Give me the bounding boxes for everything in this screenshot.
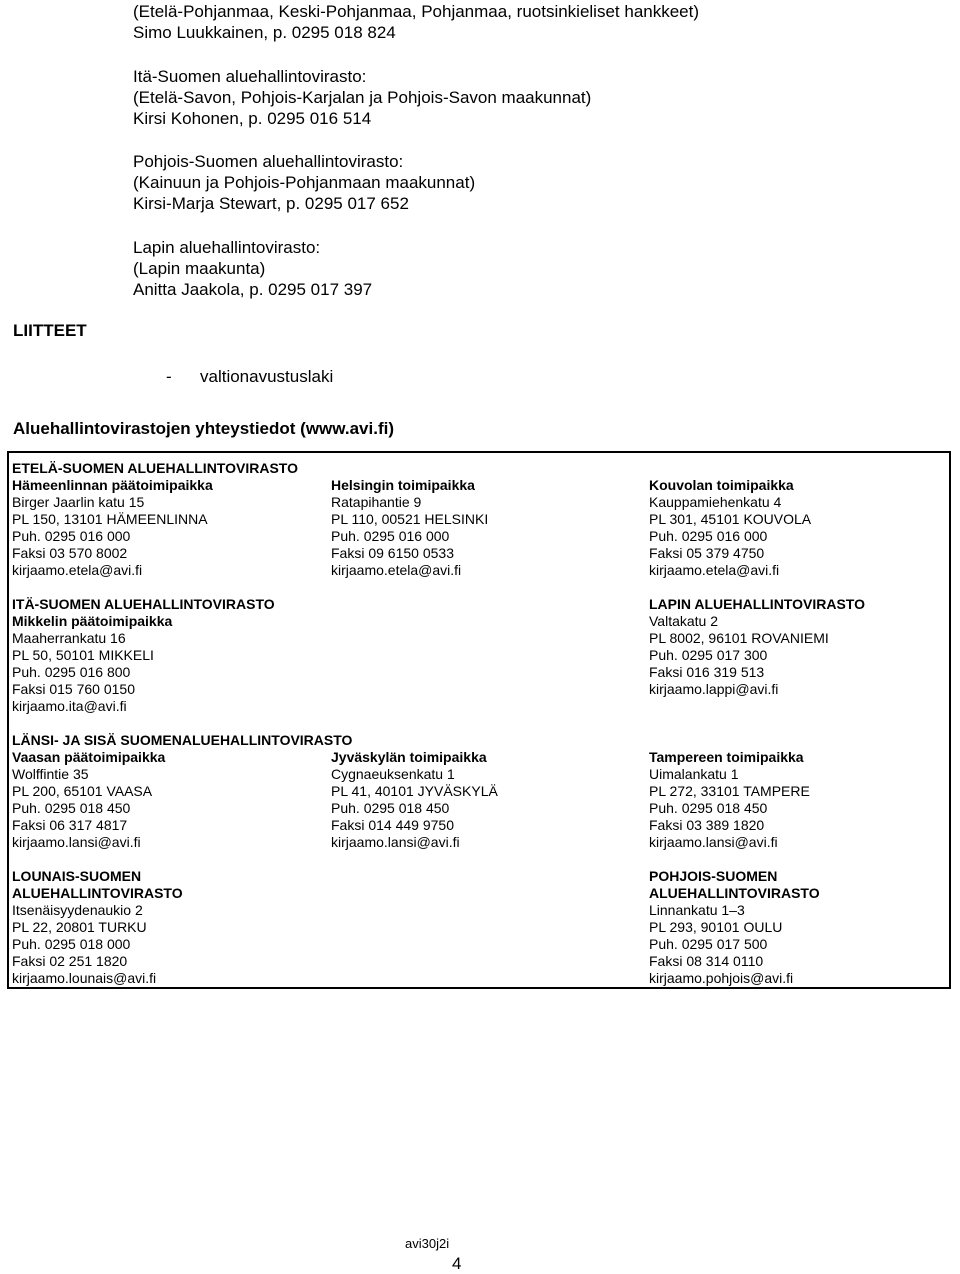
mikkeli-fax: Faksi 015 760 0150 [12,681,135,697]
upper-block4-line3: Anitta Jaakola, p. 0295 017 397 [133,280,373,299]
hameenlinna-office [12,477,213,579]
pohjois-phone: Puh. 0295 017 500 [649,936,768,952]
pohjois-fax: Faksi 08 314 0110 [649,953,764,969]
tampere-street: Uimalankatu 1 [649,766,739,782]
lappi-phone: Puh. 0295 017 300 [649,647,768,663]
upper-block3-line3: Kirsi-Marja Stewart, p. 0295 017 652 [133,194,409,213]
tampere-name: Tampereen toimipaikka [649,749,804,765]
upper-block1-line1: (Etelä-Pohjanmaa, Keski-Pohjanmaa, Pohjanmaa, ruotsinkieliset hankkeet) [133,2,700,21]
hameenlinna-fax: Faksi 03 570 8002 [12,545,128,561]
contacts-box [7,451,951,989]
hameenlinna-name: Hämeenlinnan päätoimipaikka [12,477,213,493]
kouvola-pobox: PL 301, 45101 KOUVOLA [649,511,812,527]
kouvola-phone: Puh. 0295 016 000 [649,528,768,544]
lappi-fax: Faksi 016 319 513 [649,664,765,680]
jyvaskyla-street: Cygnaeuksenkatu 1 [331,766,455,782]
kouvola-street: Kauppamiehenkatu 4 [649,494,782,510]
attachment-item: valtionavustuslaki [200,367,334,386]
pohjois-street: Linnankatu 1–3 [649,902,745,918]
lansi-office-title [12,732,352,749]
lounais-office [12,868,183,987]
lappi-title: LAPIN ALUEHALLINTOVIRASTO [649,596,865,612]
upper-block2-line2: (Etelä-Savon, Pohjois-Karjalan ja Pohjois-Savon maakunnat) [133,88,592,107]
lansi-title: LÄNSI- JA SISÄ SUOMENALUEHALLINTOVIRASTO [12,732,353,748]
mikkeli-name: Mikkelin päätoimipaikka [12,613,173,629]
lappi-email: kirjaamo.lappi@avi.fi [649,681,779,697]
upper-block3-line1: Pohjois-Suomen aluehallintovirasto: [133,152,404,171]
upper-block4-line2: (Lapin maakunta) [133,259,266,278]
lappi-office [649,596,865,698]
vaasa-email: kirjaamo.lansi@avi.fi [12,834,141,850]
contacts-heading: Aluehallintovirastojen yhteystiedot (www.avi.fi) [13,419,394,438]
kouvola-office [649,477,811,579]
upper-block3-line2: (Kainuun ja Pohjois-Pohjanmaan maakunnat) [133,173,476,192]
vaasa-fax: Faksi 06 317 4817 [12,817,128,833]
upper-block4-line1: Lapin aluehallintovirasto: [133,238,321,257]
pohjois-email: kirjaamo.pohjois@avi.fi [649,970,794,986]
attachment-bullet: - [166,367,172,386]
tampere-office [649,749,810,851]
hameenlinna-phone: Puh. 0295 016 000 [12,528,131,544]
attachments-heading: LIITTEET [13,321,87,340]
lounais-fax: Faksi 02 251 1820 [12,953,128,969]
jyvaskyla-pobox: PL 41, 40101 JYVÄSKYLÄ [331,783,498,799]
tampere-email: kirjaamo.lansi@avi.fi [649,834,778,850]
upper-block2-line3: Kirsi Kohonen, p. 0295 016 514 [133,109,372,128]
pohjois-pobox: PL 293, 90101 OULU [649,919,783,935]
helsinki-name: Helsingin toimipaikka [331,477,475,493]
mikkeli-email: kirjaamo.ita@avi.fi [12,698,127,714]
upper-block1-line2: Simo Luukkainen, p. 0295 018 824 [133,23,396,42]
tampere-fax: Faksi 03 389 1820 [649,817,765,833]
mikkeli-pobox: PL 50, 50101 MIKKELI [12,647,154,663]
tampere-pobox: PL 272, 33101 TAMPERE [649,783,810,799]
upper-block2-line1: Itä-Suomen aluehallintovirasto: [133,67,367,86]
helsinki-office [331,477,488,579]
mikkeli-office [12,596,275,715]
helsinki-street: Ratapihantie 9 [331,494,422,510]
kouvola-name: Kouvolan toimipaikka [649,477,794,493]
pohjois-title-line1: POHJOIS-SUOMEN [649,868,778,884]
jyvaskyla-fax: Faksi 014 449 9750 [331,817,454,833]
vaasa-street: Wolffintie 35 [12,766,89,782]
lounais-street: Itsenäisyydenaukio 2 [12,902,143,918]
hameenlinna-pobox: PL 150, 13101 HÄMEENLINNA [12,511,208,527]
helsinki-fax: Faksi 09 6150 0533 [331,545,454,561]
hameenlinna-email: kirjaamo.etela@avi.fi [12,562,143,578]
lappi-pobox: PL 8002, 96101 ROVANIEMI [649,630,829,646]
vaasa-office [12,749,165,851]
helsinki-email: kirjaamo.etela@avi.fi [331,562,462,578]
kouvola-email: kirjaamo.etela@avi.fi [649,562,780,578]
etela-title: ETELÄ-SUOMEN ALUEHALLINTOVIRASTO [12,460,298,476]
lounais-pobox: PL 22, 20801 TURKU [12,919,147,935]
jyvaskyla-name: Jyväskylän toimipaikka [331,749,487,765]
footer-document-code: avi30j2i [405,1236,450,1251]
etela-office-title [12,460,298,477]
jyvaskyla-email: kirjaamo.lansi@avi.fi [331,834,460,850]
vaasa-name: Vaasan päätoimipaikka [12,749,166,765]
lounais-phone: Puh. 0295 018 000 [12,936,131,952]
kouvola-fax: Faksi 05 379 4750 [649,545,765,561]
vaasa-pobox: PL 200, 65101 VAASA [12,783,153,799]
helsinki-pobox: PL 110, 00521 HELSINKI [331,511,489,527]
lappi-street: Valtakatu 2 [649,613,719,629]
ita-title: ITÄ-SUOMEN ALUEHALLINTOVIRASTO [12,596,275,612]
vaasa-phone: Puh. 0295 018 450 [12,800,131,816]
jyvaskyla-phone: Puh. 0295 018 450 [331,800,450,816]
hameenlinna-street: Birger Jaarlin katu 15 [12,494,145,510]
page-number: 4 [452,1254,462,1273]
tampere-phone: Puh. 0295 018 450 [649,800,768,816]
pohjois-office [649,868,820,987]
pohjois-title-line2: ALUEHALLINTOVIRASTO [649,885,820,901]
lounais-title-line2: ALUEHALLINTOVIRASTO [12,885,183,901]
helsinki-phone: Puh. 0295 016 000 [331,528,450,544]
lounais-title-line1: LOUNAIS-SUOMEN [12,868,142,884]
mikkeli-phone: Puh. 0295 016 800 [12,664,131,680]
lounais-email: kirjaamo.lounais@avi.fi [12,970,157,986]
jyvaskyla-office [331,749,498,851]
mikkeli-street: Maaherrankatu 16 [12,630,126,646]
